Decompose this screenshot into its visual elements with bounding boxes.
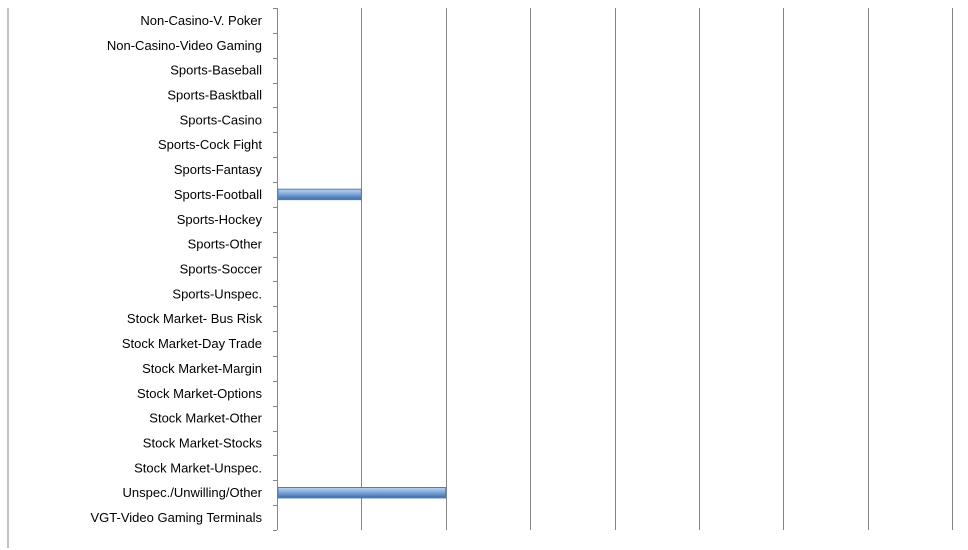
category-label: Non-Casino-Video Gaming [106, 37, 262, 53]
category-label: Sports-Basktball [167, 87, 262, 103]
category-labels [91, 13, 263, 525]
category-label: Sports-Unspec. [172, 286, 262, 302]
category-label: Stock Market-Other [149, 410, 262, 426]
bar [278, 487, 446, 497]
category-label: Sports-Football [173, 186, 262, 202]
category-label: Sports-Baseball [170, 62, 262, 78]
category-label: Stock Market-Options [137, 385, 262, 401]
category-label: Stock Market-Margin [142, 360, 262, 376]
category-label: Sports-Soccer [179, 261, 262, 277]
category-label: Non-Casino-V. Poker [140, 12, 262, 28]
category-label: Stock Market-Unspec. [134, 460, 262, 476]
category-label: Stock Market-Stocks [142, 435, 262, 451]
category-label: Unspec./Unwilling/Other [122, 485, 262, 501]
bar [278, 189, 361, 199]
category-label: Stock Market-Day Trade [121, 336, 262, 352]
category-label: Sports-Hockey [176, 211, 262, 227]
category-label: Stock Market- Bus Risk [126, 311, 262, 327]
gridlines [362, 8, 953, 530]
category-label: Sports-Fantasy [173, 162, 262, 178]
category-label: Sports-Cock Fight [157, 137, 262, 153]
category-label: VGT-Video Gaming Terminals [90, 510, 262, 526]
category-label: Sports-Casino [179, 112, 262, 128]
category-label: Sports-Other [187, 236, 262, 252]
category-axis [273, 8, 278, 531]
